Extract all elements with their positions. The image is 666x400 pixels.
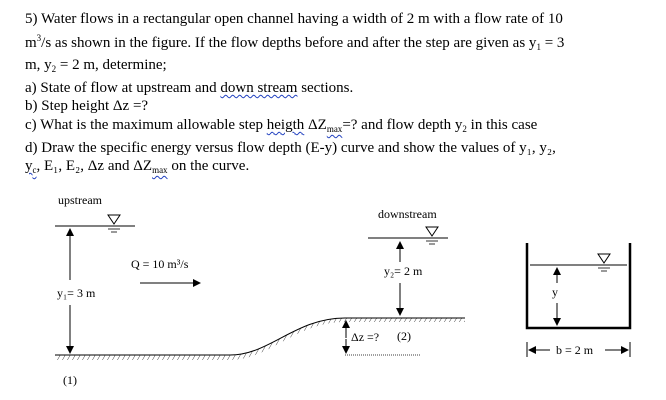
water-level-symbol-icon — [598, 254, 610, 263]
water-level-symbol-icon — [426, 227, 438, 236]
section-2-label: (2) — [397, 329, 411, 343]
y-depth-label: y — [552, 285, 558, 299]
water-level-symbol-icon — [108, 215, 120, 224]
item-d-line-1: d) Draw the specific energy versus flow depth (E-y) curve and show the values of y₁, y₂, — [25, 139, 556, 156]
dz-label: Δz =? — [351, 330, 380, 344]
b-width-label: b = 2 m — [556, 343, 594, 357]
item-c: c) What is the maximum allowable step heigth $\Delta Z_{max}=$? and flow depth $y_2$ in this case — [25, 116, 538, 134]
section-1-label: (1) — [63, 373, 77, 387]
problem-line-3: m, $y_2 = 2$ m, determine; — [25, 57, 167, 75]
y2-label: y₂= 2 m — [384, 264, 423, 278]
downstream-label: downstream — [378, 207, 437, 221]
problem-line-1: 5) Water flows in a rectangular open channel having a width of 2 m with a flow rate of 10 — [25, 11, 563, 27]
channel-cross-section — [527, 243, 630, 328]
item-b: b) Step height Δz =? — [25, 98, 149, 115]
y1-label: y₁= 3 m — [57, 286, 96, 300]
problem-line-2: $m^3/s$ as shown in the figure. If the flow depths before and after the step are given as $y_1 = 3$ — [25, 32, 565, 52]
upstream-label: upstream — [58, 193, 102, 207]
upstream-water-surface — [55, 215, 135, 232]
downstream-water-surface — [368, 227, 448, 244]
item-a: a) State of flow at upstream and down stream sections. — [25, 79, 354, 96]
item-d-line-2: $y_c$, E₁, E₂, Δz and $\Delta Z_{max}$ on the curve. — [25, 158, 250, 176]
flow-rate-label: Q = 10 m³/s — [131, 257, 189, 271]
